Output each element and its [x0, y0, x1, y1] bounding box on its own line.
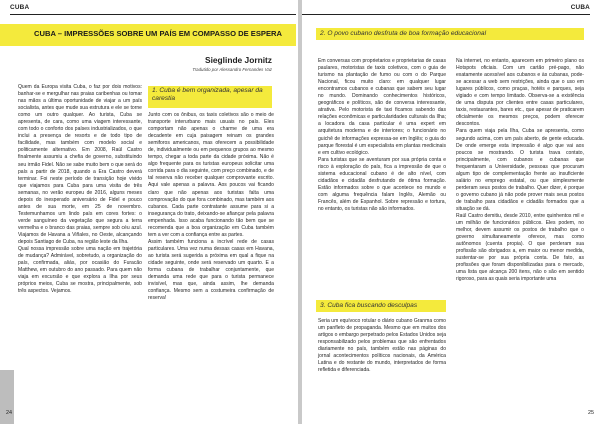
body-column-2: Junto com os ônibus, os taxis coletivos são o meio de transporte interurbano mais usuais no país. Eles comportam não apenas o charme de uma era decadente em cuja paisagem reinam os grandes semiforos americanos, mas oferecem a possibilidade de, individualmente ou em pequenos grupos ao mesmo tempo, chegar a toda parte da cidade próxima. Não é algo frequente para os turistas europeus solicitar uma corrida para o dia seguinte, com preço combinado, e de tal reserva não receber qualquer comprovante escrito. Aqui vale apenas a palavra. Aos poucos vai ficando claro que não apenas aos turistas falta uma comprovação do que fora combinado, mas também aos cubanos. Cada parte contratante assume para si a insegurança do trato, deixando-se afiançar pela palavra empenhada. Isso acaba funcionando tão bem que se recomenda que a boa organização em Cuba também tem a ver com a confiança entre as partes. Assim também funciona a incrível rede de casas particulares. Uma vez numa dessas casas em Havana, ao turista será sugerida a próxima em qual a fique na cidade seguinte, onde será reservado um quarto. E a forma cubana de trabalhar conjuntamente, que demanda uma rede que para o turista permanece invisível, mas que, ainda assim, lhe demanda confiança. Mesmo sem a costumeira confirmação de reserva!: [148, 112, 274, 302]
page-number: 25: [588, 410, 594, 416]
page-number: 24: [6, 410, 12, 416]
section-tag: CUBA: [10, 4, 30, 11]
body-column-1: Em conversas com proprietarios e proprietarias de casas paulares, motoristas de taxis coletivos, com o guia de turismo na plantação de fumo ou com o do Parque Nacional, ficou muito claro: em qualquer lugar encontramos cubanos e cubanas que sabem seu lugar no mundo. Dominando conhecimentos históricos, geográficos e políticos, são de conversa interessante, atrativa. Pelo motorista de taxi ficamos sabendo das relações econômicas e particularidades culturais da Ilha; a locadora da casa particular é uma expert em arquitetura moderna e de interiores; o funcionário no guichê de informações expressa-se em Inglês; o guia do parque florestal é um especialista em plantas medicinais e em cultivo ecológico. Para turistas que se aventuram por sua própria conta e risco à exploração do país, fica a impressão de que o sistema educacional cubano é de alto nível, com cidadãos e cidadãs desfrutando de ótima formação. Estão informados sobre o que acontece no mundo e com alguma frequência falam Inglês, Alemão ou Francês, além de Espanhol. Sobre repressão e tortura, no entanto, os turistas não são informados.: [318, 58, 446, 212]
header-rule: [10, 14, 296, 15]
header-rule: [302, 14, 590, 15]
body-column-1: Quem da Europa visita Cuba, o faz por dois motivos: banhar-se e mergulhar nas praias caribenhas ou tomar nas mãos a última oportunidade de viajar a um país socialista, antes que mude sua estrutura e ele se torne como um outro qualquer. Ao turista, Cuba se apresenta, de cara, como uma viagem interessante, com todo o conforto dos países industrializados, o que inclui a presença de resorts e de todo tipo de facilidade, mas também com modelo social e politicamente alternativo. Em 2008, Raúl Castro finalmente assumiu a chefia de governo, substituindo seu irmão Fidel. Não se sabe muito bem o que será do país a partir de 2018, quando a Era Castro deverá terminar. Foi neste período de transição hoje vivido que viajamos para Cuba para uma visita de três semanas, no verão europeu de 2016, alguns meses depois do inesperado aniversário de Fidel e pouco antes de sua morte, em 25 de novembro. Testemunhamos um lindo país em cores fortes: o verde sanguíneo da vegetação que segura a terra vermelha e o branco das praias, sempre sob céu azul. Viajamos de Havana a Viñales, no Oeste, alcançando depois Santiago de Cuba, na região leste da Ilha. Qual nossa impressão sobre uma nação em trajetória de mudança? Admirável, sobretudo, a organização do país, confirmada, aliás, por ocasião do Furacão Matthew, em outubro do ano passado. Para quem não viaja em excursão e que explora a Ilha por seus próprios meios, Cuba se mostra, principalmente, sob três aspectos. Vejamos.: [18, 84, 142, 295]
body-column-2: Na internet, no entanto, aparecem em primeiro plano os Hotspots oficiais. Com um cartão pré-pago, não exatamente acessível aos cubanos e às cubanas, pode-se acessar a web sem restrições, ainda que o uso em lugares públicos, como praças, hotéis e parques, seja vigiado e com tempo limitado. Observa-se a existência de uma disputa por clientes entre casas particulares, taxis, restaurantes, bares etc., que apesar de praticarem oficialmente os mesmos preços, podem oferecer descontos. Para quem viaja pela Ilha, Cuba se apresenta, como segundo acima, com um país aberto, de gente educada. De onde emerge esta impressão é algo que vai aos poucos se mostrando. O turista trava contato, principalmente, com cubanos e cubanas que frequentaram a Universidade, pessoas que procuram algum tipo de complementação frente ao insuficiente salário no emprego estatal, ou que simplesmente perderam seus postos de trabalho. Quer dizer, é porque o governo cubano já não pode prover mais seus postos de trabalho para cidadãos e cidadãs formados que a situação se dá. Raúl Castro demitiu, desde 2010, entre quinhentos mil e um milhão de funcionários públicos. Eles podem, no melhor, devem assumir os postos de trabalho que o governo simultaneamente oferece, mas como autônomos (cuenta propia). O que perderam sua profissão são obrigados a, em maior ou menor medida, sustentar-se por sua própria conta. De fato, as profissões que foram disponibilizadas para o mercado, uma lista que alcança 200 itens, não o são em sentido rigoroso, para as quais seria importante uma: [456, 58, 584, 283]
section-tag: CUBA: [570, 4, 590, 11]
translator-credit: Tradutido por Alessandro Fernandes Vaz: [192, 67, 272, 72]
left-page: [0, 0, 298, 424]
subheading-1: 1. Cuba é bem organizada, apesar da carestia: [152, 87, 263, 102]
right-page: [302, 0, 600, 424]
subheading-3: 3. Cuba fica buscando desculpas: [320, 302, 418, 309]
author-name: Sieglinde Jornitz: [204, 55, 272, 65]
article-title: CUBA – IMPRESSÕES SOBRE UM PAÍS EM COMPASSO DE ESPERA: [34, 29, 282, 38]
subheading-2: 2. O povo cubano desfruta de boa formação educacional: [320, 30, 487, 37]
body-column-1b: Seria um equívoco rotular o diário cubano Granma como um panfleto de propaganda. Mesmo que em muitos dos artigos o embargo perpetrado pelos Estados Unidos seja responsabilizado pelos problemas que são enfrentados diariamente no país, também estão nas páginas do jornal acontecimentos políticos nacionais, da América Latina e do restante do mundo, interpretados de forma refletida e diferenciada.: [318, 318, 446, 374]
